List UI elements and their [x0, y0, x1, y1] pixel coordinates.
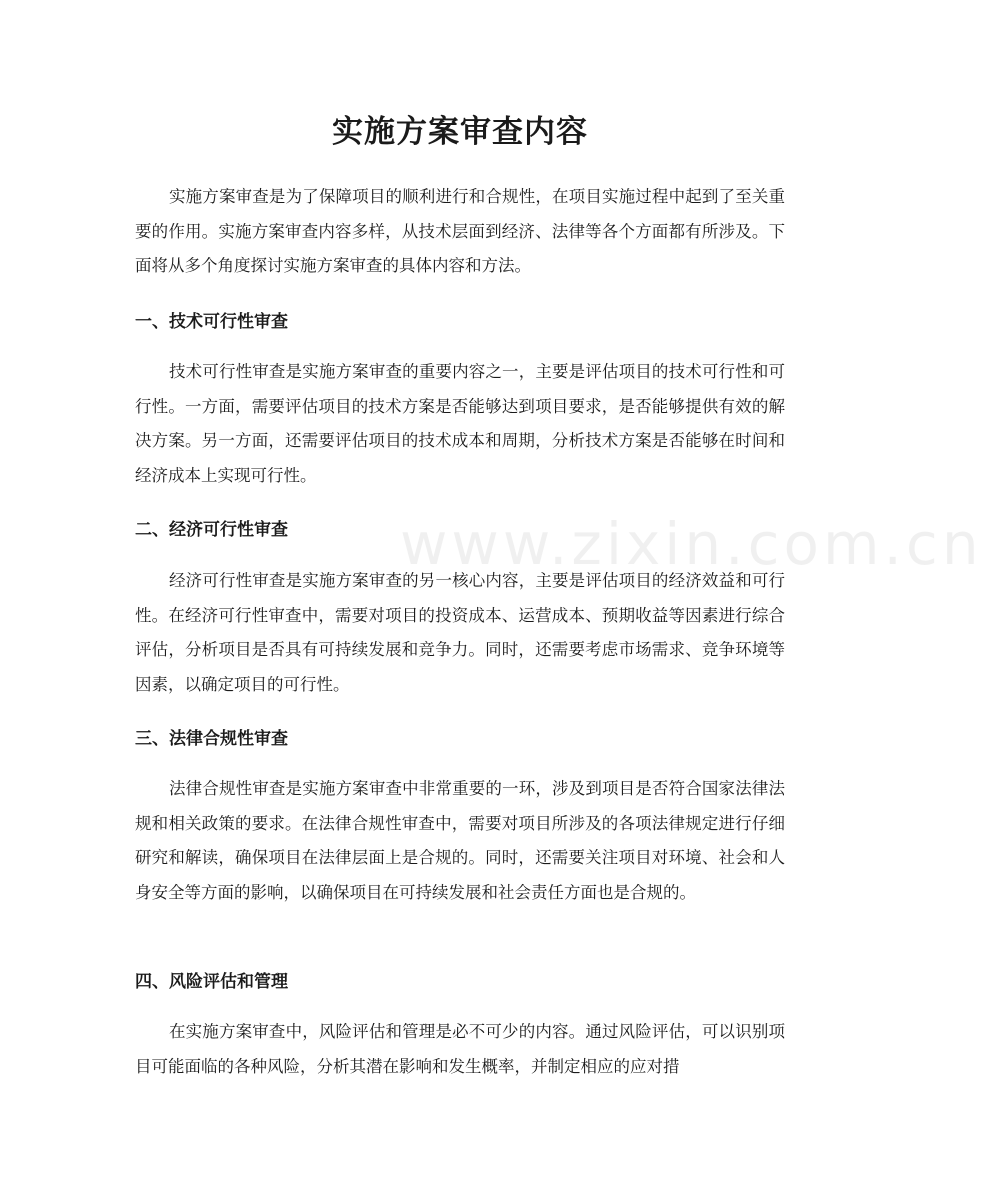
- intro-paragraph: 实施方案审查是为了保障项目的顺利进行和合规性，在项目实施过程中起到了至关重要的作用。实施方案审查内容多样，从技术层面到经济、法律等各个方面都有所涉及。下面将从多个角度探讨实施方案审查的具体内容和方法。: [135, 187, 785, 275]
- section-body-economic: 经济可行性审查是实施方案审查的另一核心内容，主要是评估项目的经济效益和可行性。在经济可行性审查中，需要对项目的投资成本、运营成本、预期收益等因素进行综合评估，分析项目是否具有可持续发展和竞争力。同时，还需要考虑市场需求、竞争环境等因素，以确定项目的可行性。: [135, 571, 785, 694]
- section-heading-legal: 三、法律合规性审查: [135, 729, 288, 749]
- watermark: www.zixin.com.cn: [400, 510, 983, 578]
- section-body-risk: 在实施方案审查中，风险评估和管理是必不可少的内容。通过风险评估，可以识别项目可能面临的各种风险，分析其潜在影响和发生概率，并制定相应的应对措: [135, 1022, 785, 1076]
- section-heading-risk: 四、风险评估和管理: [135, 972, 288, 992]
- document-title: 实施方案审查内容: [332, 114, 588, 150]
- section-heading-technical: 一、技术可行性审查: [135, 312, 288, 332]
- section-heading-economic: 二、经济可行性审查: [135, 520, 288, 540]
- section-body-legal: 法律合规性审查是实施方案审查中非常重要的一环，涉及到项目是否符合国家法律法规和相关政策的要求。在法律合规性审查中，需要对项目所涉及的各项法律规定进行仔细研究和解读，确保项目在法律层面上是合规的。同时，还需要关注项目对环境、社会和人身安全等方面的影响，以确保项目在可持续发展和社会责任方面也是合规的。: [135, 779, 785, 902]
- section-body-technical: 技术可行性审查是实施方案审查的重要内容之一，主要是评估项目的技术可行性和可行性。一方面，需要评估项目的技术方案是否能够达到项目要求，是否能够提供有效的解决方案。另一方面，还需要评估项目的技术成本和周期，分析技术方案是否能够在时间和经济成本上实现可行性。: [135, 362, 785, 485]
